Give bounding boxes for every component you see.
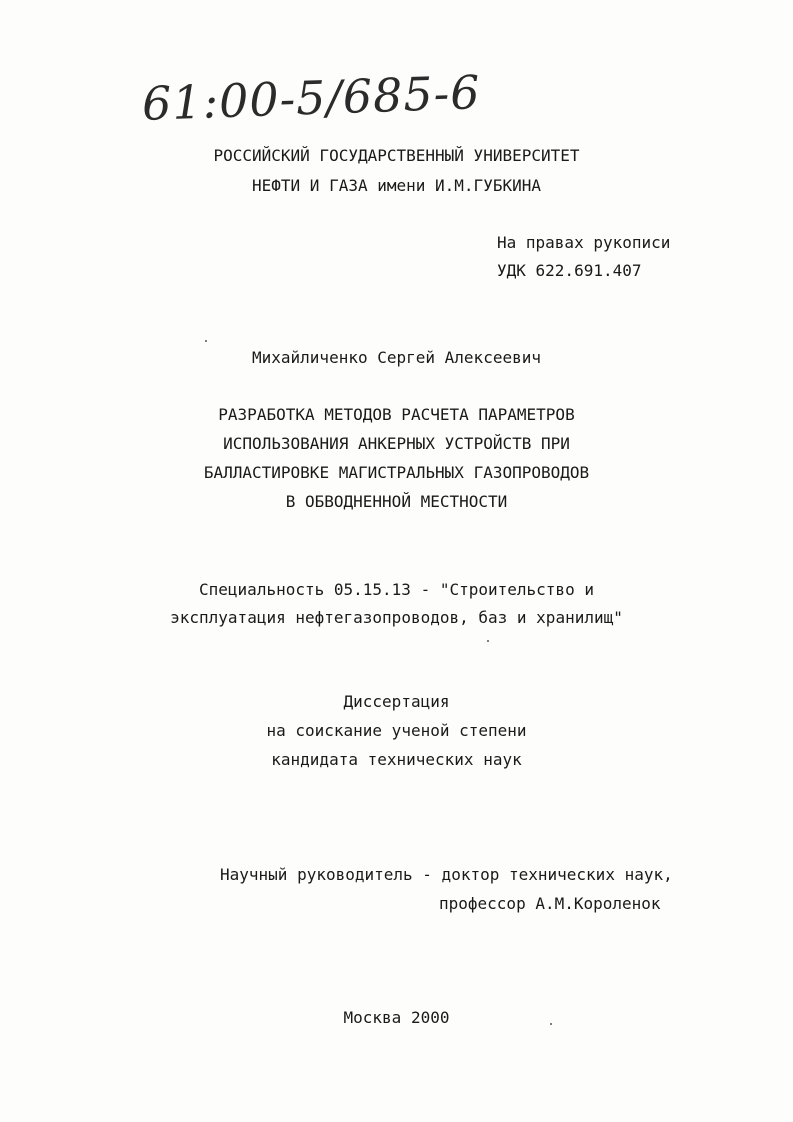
handwritten-archive-number: 61:00-5/685-6	[141, 65, 482, 131]
supervisor-line-1: Научный руководитель - доктор технических наук,	[220, 865, 673, 884]
dissertation-label: Диссертация	[343, 692, 450, 711]
specialty-line-1: Специальность 05.15.13 - "Строительство и	[199, 580, 594, 599]
university-name-line-2: НЕФТИ И ГАЗА имени И.М.ГУБКИНА	[252, 176, 541, 195]
city-and-year: Москва 2000	[343, 1008, 450, 1027]
dissertation-title-line-2: ИСПОЛЬЗОВАНИЯ АНКЕРНЫХ УСТРОЙСТВ ПРИ	[223, 434, 570, 453]
degree-name: кандидата технических наук	[271, 750, 522, 769]
scan-speck	[550, 1023, 552, 1025]
degree-purpose: на соискание ученой степени	[266, 721, 527, 740]
scan-speck	[487, 640, 489, 642]
supervisor-line-2: профессор А.М.Короленок	[439, 894, 661, 913]
specialty-line-2: эксплуатация нефтегазопроводов, баз и хранилищ"	[170, 608, 623, 627]
udk-code: УДК 622.691.407	[497, 261, 642, 280]
manuscript-rights-note: На правах рукописи	[497, 233, 671, 252]
dissertation-title-line-1: РАЗРАБОТКА МЕТОДОВ РАСЧЕТА ПАРАМЕТРОВ	[218, 405, 575, 424]
dissertation-title-line-4: В ОБВОДНЕННОЙ МЕСТНОСТИ	[285, 492, 508, 511]
university-name-line-1: РОССИЙСКИЙ ГОСУДАРСТВЕННЫЙ УНИВЕРСИТЕТ	[213, 146, 580, 165]
author-name: Михайличенко Сергей Алексеевич	[252, 348, 541, 367]
scan-speck	[205, 340, 207, 342]
dissertation-title-line-3: БАЛЛАСТИРОВКЕ МАГИСТРАЛЬНЫХ ГАЗОПРОВОДОВ	[203, 463, 590, 482]
